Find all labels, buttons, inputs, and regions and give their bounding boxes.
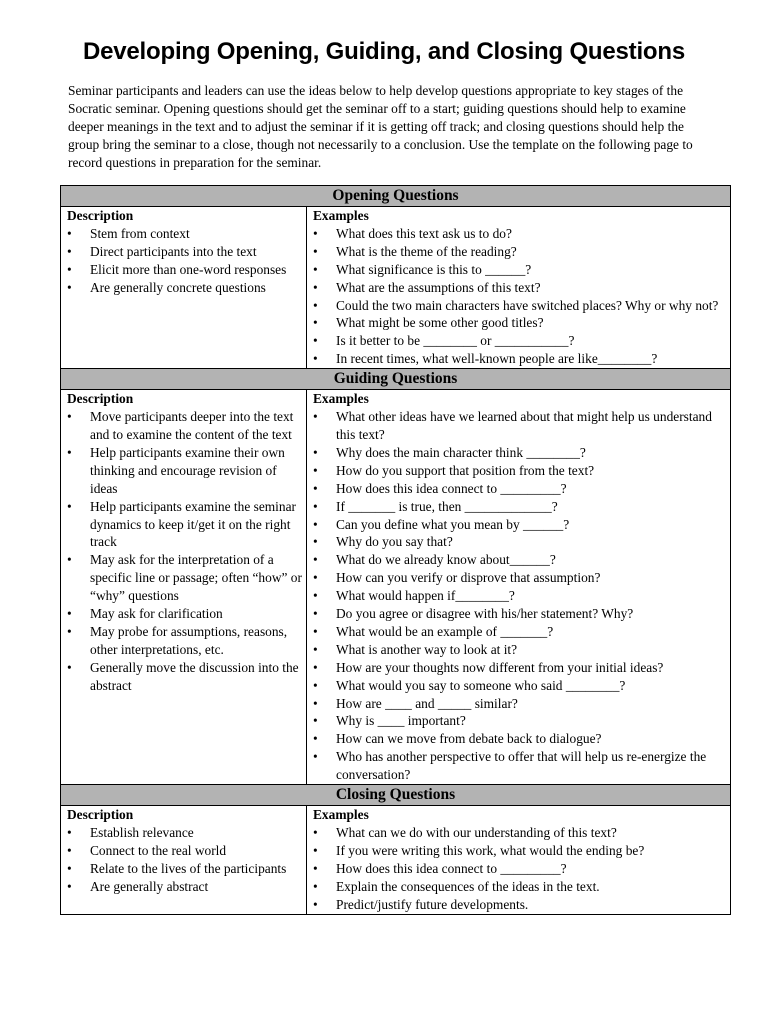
example-question: • Explain the consequences of the ideas in the text.	[313, 878, 726, 896]
closing-questions-description-list	[67, 824, 302, 896]
example-question: • What can we do with our understanding of this text?	[313, 824, 726, 842]
example-question: • What does this text ask us to do?	[313, 225, 726, 243]
closing-questions-description-cell	[61, 806, 307, 914]
description-item: • Establish relevance	[67, 824, 302, 842]
closing-questions-heading: Closing Questions	[61, 785, 731, 806]
example-question: • Can you define what you mean by ______?	[313, 516, 726, 534]
example-question: • What significance is this to ______?	[313, 261, 726, 279]
example-question: • Predict/justify future developments.	[313, 896, 726, 914]
questions-table	[60, 185, 731, 915]
description-item: • Move participants deeper into the text and to examine the content of the text	[67, 408, 302, 444]
examples-column-label: Examples	[313, 807, 369, 823]
guiding-questions-heading: Guiding Questions	[61, 369, 731, 390]
example-question: • Why do you say that?	[313, 533, 726, 551]
example-question: • How does this idea connect to _________?	[313, 480, 726, 498]
example-question: • What are the assumptions of this text?	[313, 279, 726, 297]
description-column-label: Description	[67, 391, 134, 407]
example-question: • How are your thoughts now different from your initial ideas?	[313, 659, 726, 677]
opening-questions-description-list	[67, 225, 302, 297]
description-item: • Help participants examine their own thinking and encourage revision of ideas	[67, 444, 302, 498]
description-item: • May probe for assumptions, reasons, other interpretations, etc.	[67, 623, 302, 659]
closing-questions-header-row	[61, 785, 731, 806]
example-question: • If you were writing this work, what would the ending be?	[313, 842, 726, 860]
opening-questions-examples-cell	[307, 207, 731, 369]
example-question: • What other ideas have we learned about that might help us understand this text?	[313, 408, 726, 444]
guiding-questions-content-row	[61, 390, 731, 785]
guiding-questions-description-list	[67, 408, 302, 695]
opening-questions-header-row	[61, 186, 731, 207]
example-question: • Why is ____ important?	[313, 712, 726, 730]
example-question: • In recent times, what well-known people are like________?	[313, 350, 726, 368]
opening-questions-examples-list	[313, 225, 726, 368]
example-question: • What would you say to someone who said ________?	[313, 677, 726, 695]
example-question: • Why does the main character think ________?	[313, 444, 726, 462]
example-question: • What would happen if________?	[313, 587, 726, 605]
questions-table-body	[61, 186, 731, 915]
description-item: • Direct participants into the text	[67, 243, 302, 261]
page-title: Developing Opening, Guiding, and Closing Questions	[82, 38, 685, 65]
guiding-questions-description-cell	[61, 390, 307, 785]
closing-questions-examples-cell	[307, 806, 731, 914]
example-question: • Who has another perspective to offer that will help us re-energize the conversation?	[313, 748, 726, 784]
example-question: • Do you agree or disagree with his/her statement? Why?	[313, 605, 726, 623]
example-question: • What would be an example of _______?	[313, 623, 726, 641]
closing-questions-examples-list	[313, 824, 726, 914]
example-question: • What is another way to look at it?	[313, 641, 726, 659]
example-question: • Is it better to be ________ or ___________?	[313, 332, 726, 350]
example-question: • How does this idea connect to _________?	[313, 860, 726, 878]
description-item: • Connect to the real world	[67, 842, 302, 860]
example-question: • How can we move from debate back to dialogue?	[313, 730, 726, 748]
description-item: • Are generally abstract	[67, 878, 302, 896]
description-item: • Generally move the discussion into the abstract	[67, 659, 302, 695]
example-question: • What is the theme of the reading?	[313, 243, 726, 261]
description-column-label: Description	[67, 208, 134, 223]
example-question: • What might be some other good titles?	[313, 314, 726, 332]
guiding-questions-examples-cell	[307, 390, 731, 785]
example-question: • What do we already know about______?	[313, 551, 726, 569]
intro-paragraph	[68, 82, 718, 172]
example-question: • How do you support that position from the text?	[313, 462, 726, 480]
description-item: • Relate to the lives of the participants	[67, 860, 302, 878]
guiding-questions-examples-list	[313, 408, 726, 784]
guiding-questions-header-row	[61, 369, 731, 390]
examples-column-label: Examples	[313, 391, 369, 407]
example-question: • If _______ is true, then _____________?	[313, 498, 726, 516]
opening-questions-description-cell	[61, 207, 307, 369]
description-item: • Stem from context	[67, 225, 302, 243]
description-item: • May ask for the interpretation of a specific line or passage; often “how” or “why” questions	[67, 551, 302, 605]
description-item: • May ask for clarification	[67, 605, 302, 623]
description-item: • Elicit more than one-word responses	[67, 261, 302, 279]
opening-questions-content-row	[61, 207, 731, 369]
intro-text: Seminar participants and leaders can use the ideas below to help develop questions appropriate to key stages of the Socratic seminar. Opening questions should get the seminar off to a start; guiding questions should help to examine deeper meanings in the text and to adjust the seminar if it is getting off track; and closing questions should help the group bring the seminar to a close, though not necessarily to a conclusion. Use the template on the following page to record questions in preparation for the seminar.	[68, 83, 693, 170]
description-item: • Are generally concrete questions	[67, 279, 302, 297]
example-question: • Could the two main characters have switched places? Why or why not?	[313, 297, 726, 315]
example-question: • How can you verify or disprove that assumption?	[313, 569, 726, 587]
example-question: • How are ____ and _____ similar?	[313, 695, 726, 713]
description-column-label: Description	[67, 807, 134, 823]
examples-column-label: Examples	[313, 208, 369, 223]
opening-questions-heading: Opening Questions	[61, 186, 731, 207]
description-item: • Help participants examine the seminar dynamics to keep it/get it on the right track	[67, 498, 302, 552]
closing-questions-content-row	[61, 806, 731, 914]
